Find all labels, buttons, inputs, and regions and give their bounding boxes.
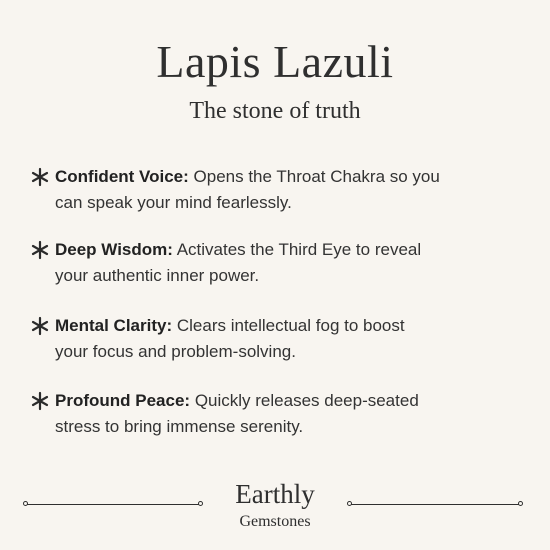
- feature-text: [55, 388, 510, 440]
- asterisk-icon: [30, 391, 50, 411]
- brand-footer: [0, 478, 550, 538]
- feature-text: [55, 164, 510, 216]
- feature-line2: can speak your mind fearlessly.: [55, 193, 292, 212]
- asterisk-icon: [30, 316, 50, 336]
- feature-line2: your focus and problem-solving.: [55, 342, 296, 361]
- feature-line1: Activates the Third Eye to reveal: [172, 240, 422, 259]
- feature-label: Confident Voice:: [55, 167, 189, 186]
- feature-line2: stress to bring immense serenity.: [55, 417, 304, 436]
- feature-label: Profound Peace:: [55, 391, 191, 410]
- brand-name-line2: Gemstones: [239, 513, 311, 530]
- feature-line2: your authentic inner power.: [55, 266, 260, 285]
- brand-name-line1: Earthly: [235, 479, 315, 509]
- feature-label: Deep Wisdom:: [55, 240, 173, 259]
- feature-line1: Clears intellectual fog to boost: [172, 316, 405, 335]
- asterisk-icon: [30, 240, 50, 260]
- feature-text: [55, 237, 510, 289]
- feature-line1: Quickly releases deep-seated: [190, 391, 419, 410]
- asterisk-icon: [30, 167, 50, 187]
- page-subtitle: The stone of truth: [189, 98, 361, 124]
- feature-label: Mental Clarity:: [55, 316, 173, 335]
- feature-line1: Opens the Throat Chakra so you: [188, 167, 440, 186]
- feature-text: [55, 313, 510, 365]
- page-title: Lapis Lazuli: [156, 36, 394, 87]
